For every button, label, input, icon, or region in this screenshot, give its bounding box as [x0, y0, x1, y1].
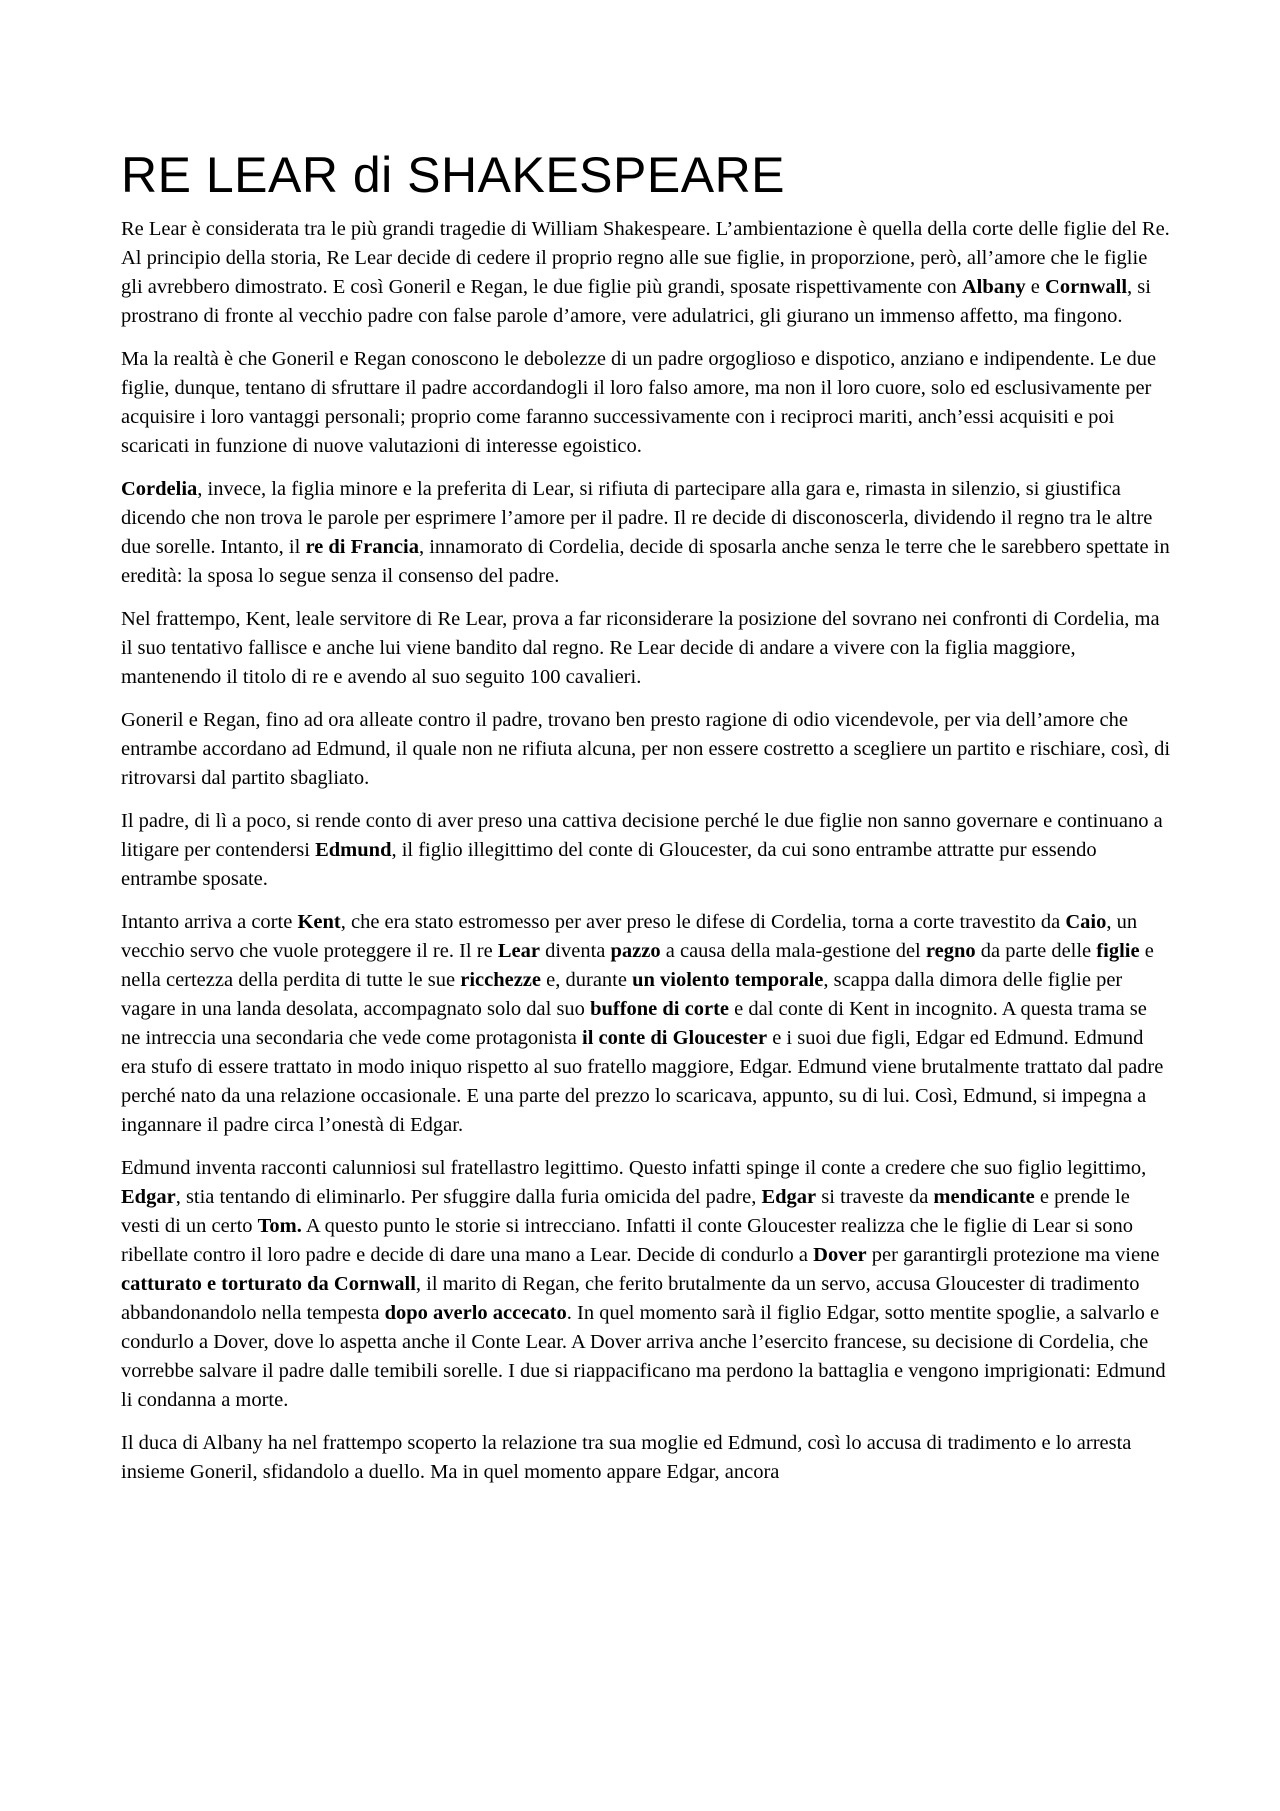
text-run: e dal conte di Kent in incognito. A questa trama se ne intreccia una secondaria che vede come protagonista: [121, 998, 1147, 1049]
bold-text: catturato e torturato da Cornwall: [121, 1273, 416, 1295]
text-run: Nel frattempo, Kent, leale servitore di Re Lear, prova a far riconsiderare la posizione del sovrano nei confronti di Cordelia, ma il suo tentativo fallisce e anche lui viene bandito dal regno. Re Lear decide di andare a vivere con la figlia maggiore, mantenendo il titolo di re e avendo al suo seguito 100 cavalieri.: [121, 608, 1160, 688]
text-run: diventa: [539, 940, 611, 962]
text-run: per garantirgli protezione ma viene: [866, 1244, 1160, 1266]
text-run: , invece, la figlia minore e la preferita di Lear, si rifiuta di partecipare alla gara e, rimasta in silenzio, si giustifica dicendo che non trova le parole per esprimere l’amore per il padre. Il re decide di disconoscerla, dividendo il regno tra le altre due sorelle. Intanto, il: [121, 478, 1153, 558]
document-body: [121, 148, 1171, 1501]
bold-text: un violento temporale: [632, 969, 824, 991]
bold-text: Dover: [813, 1244, 867, 1266]
paragraph: [121, 605, 1171, 692]
text-run: Re Lear è considerata tra le più grandi tragedie di William Shakespeare. L’ambientazione è quella della corte delle figlie del Re. Al principio della storia, Re Lear decide di cedere il proprio regno alle sue figlie, in proporzione, però, all’amore che le figlie gli avrebbero dimostrato. E così Goneril e Regan, le due figlie più grandi, sposate rispettivamente con: [121, 218, 1170, 298]
paragraph: [121, 706, 1171, 793]
text-run: A questo punto le storie si intrecciano. Infatti il conte Gloucester realizza che le figlie di Lear si sono ribellate contro il loro padre e decide di dare una mano a Lear. Decide di condurlo a: [121, 1215, 1134, 1266]
bold-text: il conte di Gloucester: [582, 1027, 768, 1049]
bold-text: Caio: [1065, 911, 1107, 933]
text-run: da parte delle: [975, 940, 1097, 962]
text-run: Intanto arriva a corte: [121, 911, 298, 933]
document-title: RE LEAR di SHAKESPEARE: [121, 147, 786, 203]
text-run: e nella certezza della perdita di tutte le sue: [121, 940, 1154, 991]
text-run: , un vecchio servo che vuole proteggere il re. Il re: [121, 911, 1138, 962]
text-run: , stia tentando di eliminarlo. Per sfuggire dalla furia omicida del padre,: [175, 1186, 762, 1208]
text-run: e i suoi due figli, Edgar ed Edmund. Edmund era stufo di essere trattato in modo iniquo rispetto al suo fratello maggiore, Edgar. Edmund viene brutalmente trattato dal padre perché nato da una relazione occasionale. E una parte del prezzo lo scaricava, appunto, su di lui. Così, Edmund, si impegna a ingannare il padre circa l’onestà di Edgar.: [121, 1027, 1164, 1136]
text-run: Ma la realtà è che Goneril e Regan conoscono le debolezze di un padre orgoglioso e dispotico, anziano e indipendente. Le due figlie, dunque, tentano di sfruttare il padre accordandogli il loro falso amore, ma non il loro cuore, solo ed esclusivamente per acquisire i loro vantaggi personali; proprio come faranno successivamente con i reciproci mariti, anch’essi acquisiti e poi scaricati in funzione di nuove valutazioni di interesse egoistico.: [121, 348, 1157, 457]
text-run: e: [1025, 276, 1046, 298]
bold-text: re di Francia: [305, 536, 419, 558]
paragraph: [121, 807, 1171, 894]
bold-text: figlie: [1096, 940, 1140, 962]
paragraphs-container: [121, 215, 1171, 1487]
text-run: e, durante: [541, 969, 633, 991]
text-run: e prende le vesti di un certo: [121, 1186, 1130, 1237]
bold-text: Edgar: [761, 1186, 817, 1208]
bold-text: Tom.: [257, 1215, 302, 1237]
text-run: , scappa dalla dimora delle figlie per vagare in una landa desolata, accompagnato solo dal suo: [121, 969, 1123, 1020]
bold-text: Edmund: [315, 839, 392, 861]
bold-text: Kent: [297, 911, 341, 933]
paragraph: [121, 345, 1171, 461]
bold-text: Albany: [961, 276, 1026, 298]
bold-text: Cordelia: [121, 478, 198, 500]
text-run: , si prostrano di fronte al vecchio padre con false parole d’amore, vere adulatrici, gli giurano un immenso affetto, ma fingono.: [121, 276, 1151, 327]
bold-text: mendicante: [933, 1186, 1035, 1208]
bold-text: dopo averlo accecato: [384, 1302, 567, 1324]
bold-text: pazzo: [610, 940, 661, 962]
paragraph: [121, 1429, 1171, 1487]
text-run: . In quel momento sarà il figlio Edgar, sotto mentite spoglie, a salvarlo e condurlo a Dover, dove lo aspetta anche il Conte Lear. A Dover arriva anche l’esercito francese, su decisione di Cordelia, che vorrebbe salvare il padre dalle temibili sorelle. I due si riappacificano ma perdono la battaglia e vengono imprigionati: Edmund li condanna a morte.: [121, 1302, 1166, 1411]
text-run: , innamorato di Cordelia, decide di sposarla anche senza le terre che le sarebbero spettate in eredità: la sposa lo segue senza il consenso del padre.: [121, 536, 1170, 587]
bold-text: Edgar: [121, 1186, 176, 1208]
text-run: Goneril e Regan, fino ad ora alleate contro il padre, trovano ben presto ragione di odio vicendevole, per via dell’amore che entrambe accordano ad Edmund, il quale non ne rifiuta alcuna, per non essere costretto a scegliere un partito e rischiare, così, di ritrovarsi dal partito sbagliato.: [121, 709, 1171, 789]
paragraph: [121, 908, 1171, 1140]
paragraph: [121, 475, 1171, 591]
text-run: Il duca di Albany ha nel frattempo scoperto la relazione tra sua moglie ed Edmund, così lo accusa di tradimento e lo arresta insieme Goneril, sfidandolo a duello. Ma in quel momento appare Edgar, ancora: [121, 1432, 1132, 1483]
paragraph: [121, 215, 1171, 331]
text-run: Il padre, di lì a poco, si rende conto di aver preso una cattiva decisione perché le due figlie non sanno governare e continuano a litigare per contendersi: [121, 810, 1163, 861]
text-run: Edmund inventa racconti calunniosi sul fratellastro legittimo. Questo infatti spinge il conte a credere che suo figlio legittimo,: [121, 1157, 1147, 1179]
bold-text: buffone di corte: [590, 998, 729, 1020]
bold-text: Lear: [497, 940, 540, 962]
text-run: si traveste da: [816, 1186, 934, 1208]
bold-text: Cornwall: [1045, 276, 1128, 298]
bold-text: regno: [925, 940, 976, 962]
text-run: a causa della mala-gestione del: [660, 940, 926, 962]
text-run: , il marito di Regan, che ferito brutalmente da un servo, accusa Gloucester di tradimento abbandonandolo nella tempesta: [121, 1273, 1140, 1324]
text-run: , che era stato estromesso per aver preso le difese di Cordelia, torna a corte travestito da: [340, 911, 1066, 933]
paragraph: [121, 1154, 1171, 1415]
text-run: , il figlio illegittimo del conte di Gloucester, da cui sono entrambe attratte pur essendo entrambe sposate.: [121, 839, 1097, 890]
bold-text: ricchezze: [460, 969, 542, 991]
